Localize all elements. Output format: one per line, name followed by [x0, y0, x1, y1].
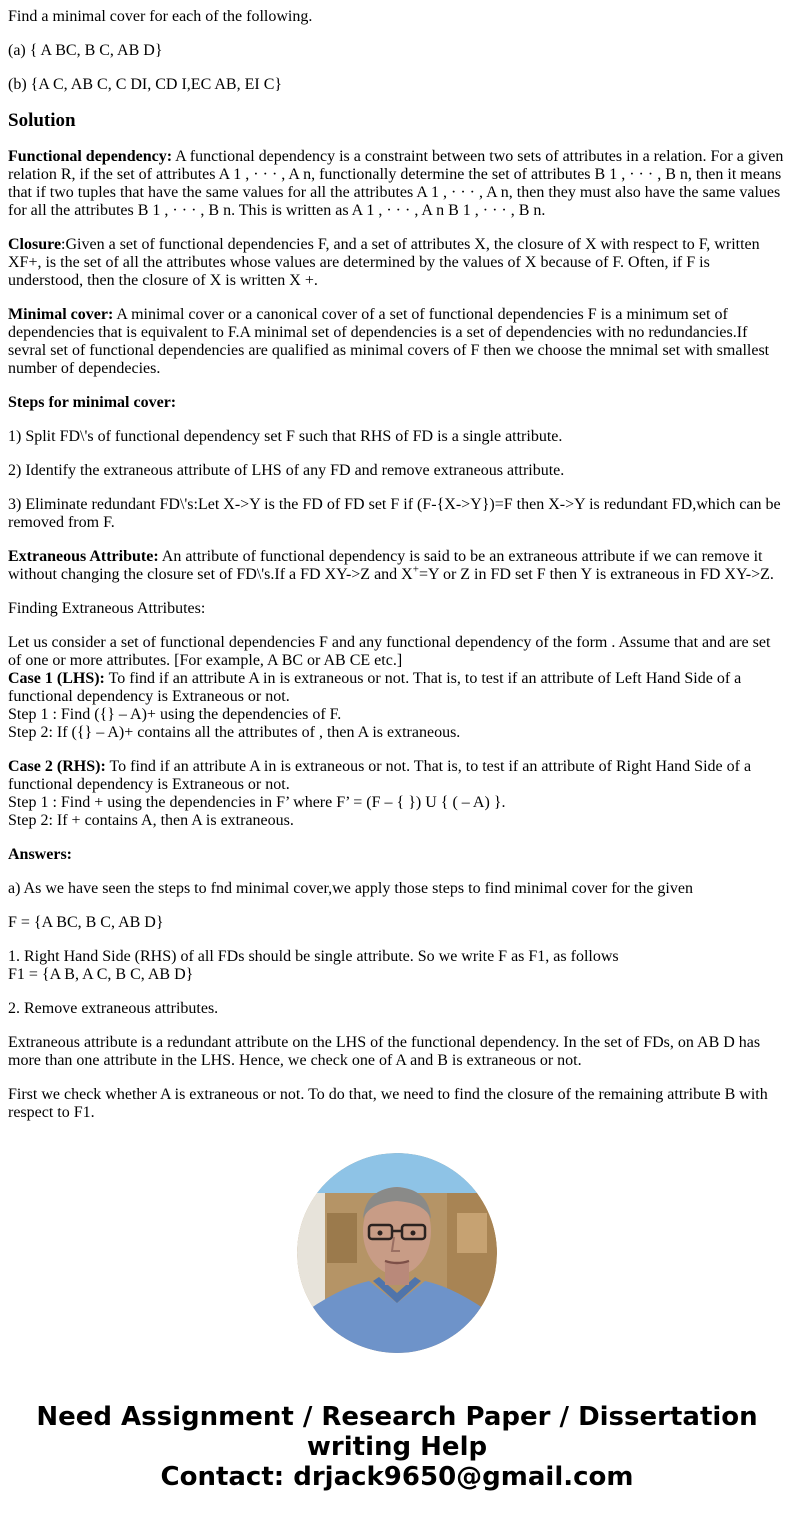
mincover-label: Minimal cover:: [8, 306, 114, 323]
footer-line-2: writing Help: [306, 1432, 488, 1462]
fd-text: A functional dependency is a constraint between two sets of attributes in a relation. For a given relation R, if the set of attributes A 1 , · · · , A n, functionally determine the set of attributes B 1 , · · · , B n, then it means that if two tuples that have the same values for all the attributes A 1 , · · · , A n, then they must also have the same values for all the attributes B 1 , · · · , B n. This is written as A 1 , · · · , A n B 1 , · · · , B n.: [8, 148, 784, 219]
case-2-text: To find if an attribute A in is extraneous or not. That is, to test if an attribute of Right Hand Side of a functional dependency is Extraneous or not.: [8, 758, 752, 793]
answer-extraneous-explain: Extraneous attribute is a redundant attribute on the LHS of the functional dependency. In the set of FDs, on AB D has more than one attribute in the LHS. Hence, we check one of A and B is extraneous or not.: [8, 1034, 761, 1069]
extraneous-sup: +: [412, 563, 419, 576]
closure-text: :Given a set of functional dependencies F, and a set of attributes X, the closure of X with respect to F, written XF+, is the set of all the attributes whose values are determined by the values of X because of F. Often, if F is understood, then the closure of X is written X +.: [8, 236, 760, 289]
case-2: [8, 758, 786, 794]
extraneous-text-2: =Y or Z in FD set F then Y is extraneous in FD XY->Z.: [418, 566, 774, 583]
question-part-a: (a) { A BC, B C, AB D}: [8, 42, 163, 59]
portrait-photo-icon: [297, 1153, 497, 1353]
step-2: 2) Identify the extraneous attribute of LHS of any FD and remove extraneous attribute.: [8, 462, 565, 479]
closure-definition: [8, 236, 786, 290]
answers-heading: [8, 846, 786, 864]
case-2-step-2: Step 2: If + contains A, then A is extraneous.: [8, 812, 294, 829]
case-2-step-1: Step 1 : Find + using the dependencies in F’ where F’ = (F – { }) U { ( – A) }.: [8, 794, 506, 811]
mincover-text: A minimal cover or a canonical cover of a set of functional dependencies F is a minimum set of dependencies that is equivalent to F.A minimal set of dependencies is a set of dependencies with no redundancies.If sevral set of functional dependencies are qualified as minimal covers of F then we choose the mnimal set with smallest number of dependecies.: [8, 306, 770, 377]
mincover-definition: [8, 306, 786, 378]
finding-extraneous-heading: Finding Extraneous Attributes:: [8, 600, 206, 617]
answer-f1-set: F1 = {A B, A C, B C, AB D}: [8, 966, 194, 983]
case-1-step-2: Step 2: If ({} – A)+ contains all the attributes of , then A is extraneous.: [8, 724, 461, 741]
consider-text: Let us consider a set of functional dependencies F and any functional dependency of the form . Assume that and are set of one or more attributes. [For example, A BC or AB CE etc.]: [8, 634, 771, 669]
question-part-b: (b) {A C, AB C, C DI, CD I,EC AB, EI C}: [8, 76, 283, 93]
step-3: 3) Eliminate redundant FD\'s:Let X->Y is the FD of FD set F if (F-{X->Y})=F then X->Y is redundant FD,which can be removed from F.: [8, 496, 781, 531]
closure-label: Closure: [8, 236, 62, 253]
case-2-label: Case 2 (RHS):: [8, 758, 106, 775]
answer-check-text: First we check whether A is extraneous or not. To do that, we need to find the closure of the remaining attribute B with respect to F1.: [8, 1086, 768, 1121]
steps-heading-text: Steps for minimal cover:: [8, 394, 177, 411]
answer-rhs-text: 1. Right Hand Side (RHS) of all FDs should be single attribute. So we write F as F1, as follows: [8, 948, 619, 965]
question-intro: Find a minimal cover for each of the following.: [8, 8, 313, 25]
step-1: 1) Split FD\'s of functional dependency set F such that RHS of FD is a single attribute.: [8, 428, 563, 445]
answer-a-intro: a) As we have seen the steps to fnd minimal cover,we apply those steps to find minimal cover for the given: [8, 880, 693, 897]
footer-promo: [0, 1402, 794, 1492]
fd-definition: [8, 148, 786, 220]
answers-heading-text: Answers:: [8, 846, 72, 863]
footer-line-1: Need Assignment / Research Paper / Dissertation: [36, 1402, 758, 1432]
answer-remove-text: 2. Remove extraneous attributes.: [8, 1000, 219, 1017]
case-1-text: To find if an attribute A in is extraneous or not. That is, to test if an attribute of Left Hand Side of a functional dependency is Extraneous or not.: [8, 670, 742, 705]
extraneous-label: Extraneous Attribute:: [8, 548, 159, 565]
case-1-label: Case 1 (LHS):: [8, 670, 105, 687]
case-1: [8, 670, 786, 706]
solution-heading: Solution: [8, 110, 76, 131]
extraneous-definition: [8, 548, 786, 584]
steps-heading: [8, 394, 786, 412]
fd-label: Functional dependency:: [8, 148, 173, 165]
footer-contact: Contact: drjack9650@gmail.com: [160, 1462, 634, 1492]
extraneous-text-1: An attribute of functional dependency is said to be an extraneous attribute if we can remove it without changing the closure set of FD\'s.If a FD XY->Z and X: [8, 548, 763, 583]
answer-f-set: F = {A BC, B C, AB D}: [8, 914, 164, 931]
avatar: [297, 1153, 497, 1353]
article-content: [8, 8, 786, 1122]
case-1-step-1: Step 1 : Find ({} – A)+ using the dependencies of F.: [8, 706, 342, 723]
